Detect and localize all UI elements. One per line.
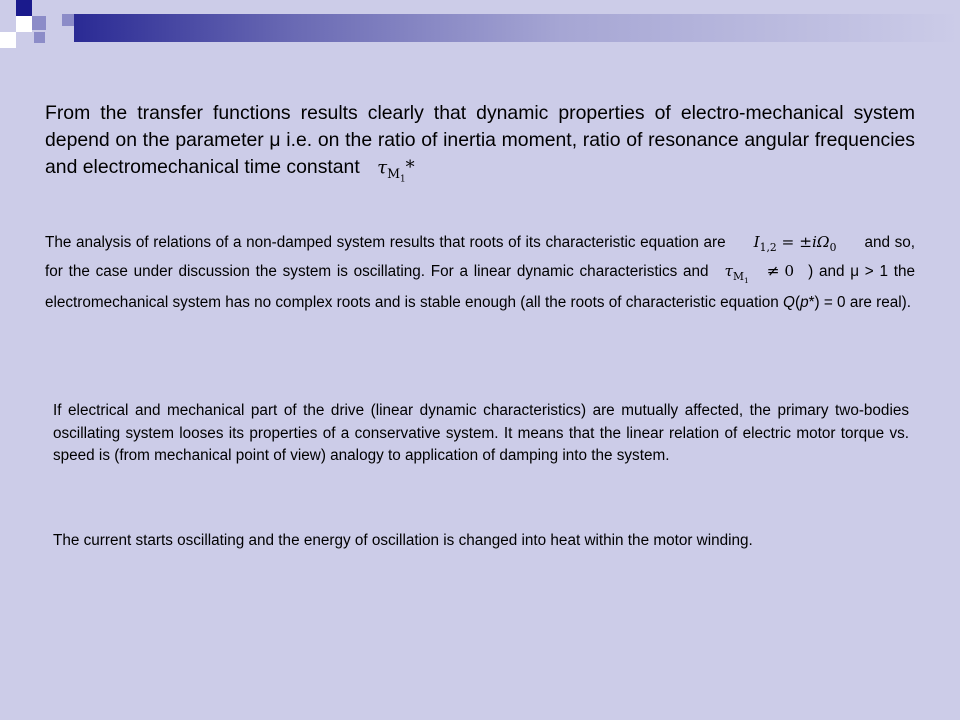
- paragraph-1-text: From the transfer functions results clearly that dynamic properties of electro-mechanical system depend on the parameter μ i.e. on the ratio of inertia moment, ratio of resonance angular frequencies and electromechanical time constant: [45, 102, 915, 178]
- paragraph-2-seg2: and so, for the case under discussion the system is oscillating. For a linear dynamic characteristics and: [45, 234, 915, 280]
- paragraph-3-text: If electrical and mechanical part of the drive (linear dynamic characteristics) are mutually affected, the primary two-bodies oscillating system looses its properties of a conservative system. It means that the linear relation of electric motor torque vs. speed is (from mechanical point of view) analogy to application of damping into the system.: [53, 402, 909, 464]
- paragraph-2-seg3: ) and μ > 1 the electromechanical system has no complex roots and is stable enough (all the roots of characteristic equation: [45, 262, 915, 312]
- neq-zero: ≠ 0: [766, 261, 795, 280]
- roots-sub: 1,2: [759, 241, 777, 255]
- roots-rhs: = ±iΩ: [781, 233, 830, 251]
- deco-square-white: [16, 16, 32, 32]
- deco-square-lavender: [32, 16, 46, 30]
- p-symbol: p: [800, 294, 809, 312]
- paragraph-2-seg1: The analysis of relations of a non-damped system results that roots of its characteristic equation are: [45, 234, 726, 251]
- tau-subsub-2: 1: [743, 275, 749, 285]
- roots-lhs: I: [753, 233, 760, 251]
- q-symbol: Q: [783, 294, 795, 312]
- paragraph-mutual-effect: [53, 400, 909, 468]
- deco-square-small: [34, 32, 45, 43]
- paragraph-transfer-functions: [45, 100, 915, 193]
- tau-sub: M: [387, 165, 400, 181]
- tau-subsub: 1: [400, 174, 406, 185]
- header-gradient-band: [74, 14, 960, 42]
- deco-square-navy: [16, 0, 32, 16]
- deco-square-white-left: [0, 32, 16, 48]
- paren-open: (: [794, 294, 801, 312]
- paragraph-2-seg3-end: *) = 0 are real).: [808, 294, 912, 312]
- paragraph-current-oscillating: [53, 530, 909, 553]
- tau-m1-star-formula: [377, 154, 414, 193]
- tau-symbol-2: τ: [724, 261, 734, 280]
- paragraph-non-damped-analysis: [45, 231, 915, 315]
- tau-m1-neq-formula: [725, 260, 799, 293]
- tau-sub-2: M: [733, 269, 744, 283]
- tau-symbol: τ: [377, 157, 388, 178]
- roots-formula: [754, 231, 837, 260]
- roots-rhs-sub: 0: [829, 241, 837, 255]
- tau-star: *: [405, 157, 415, 178]
- paragraph-4-text: The current starts oscillating and the energy of oscillation is changed into heat within the motor winding.: [53, 532, 753, 549]
- deco-square-band-start: [62, 14, 74, 26]
